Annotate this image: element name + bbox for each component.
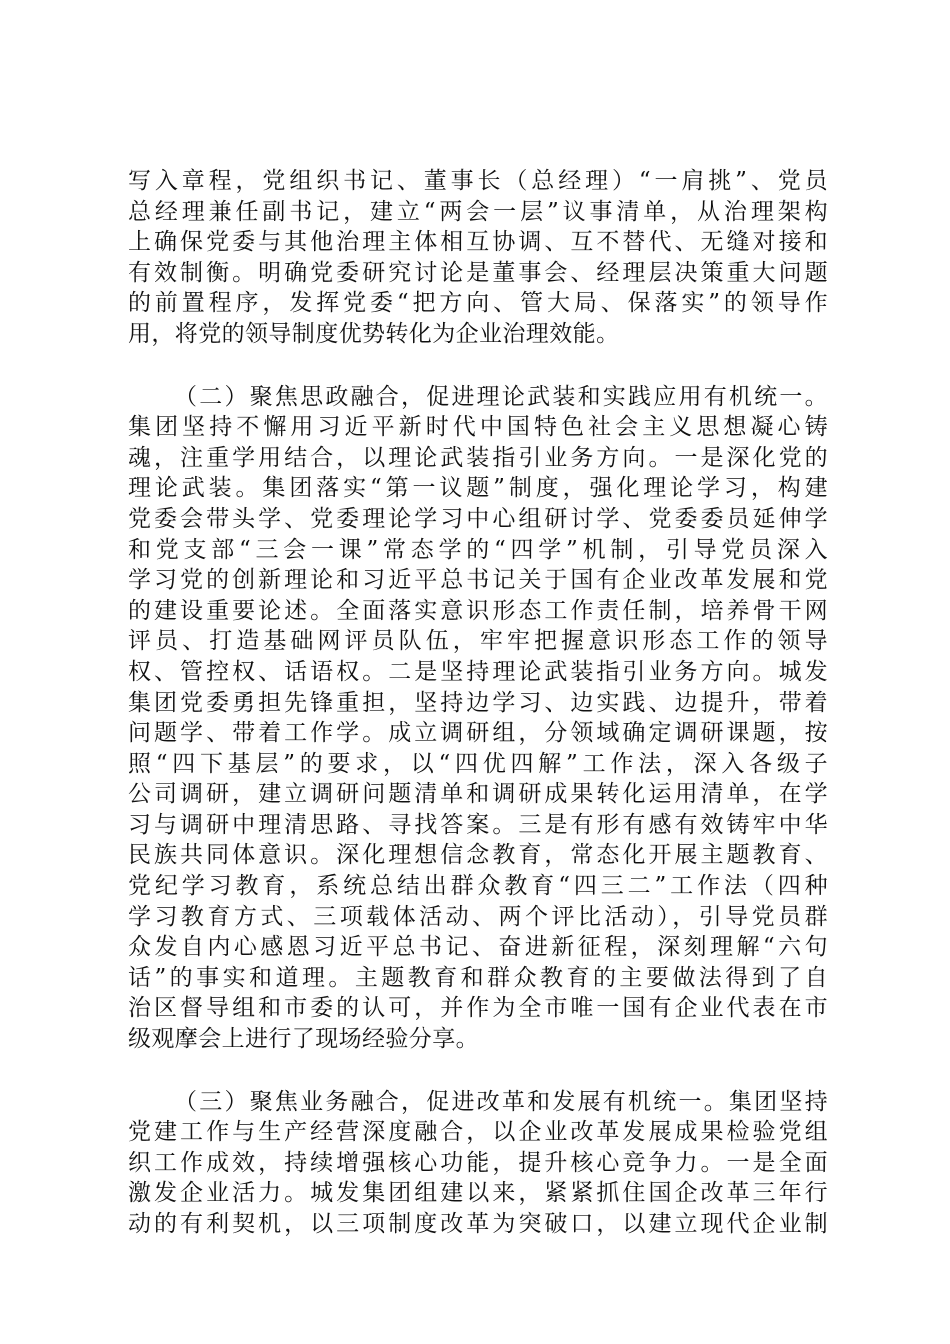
text-line: 公司调研，建立调研问题清单和调研成果转化运用清单，在学 [128,781,828,808]
text-line: 众发自内心感恩习近平总书记、奋进新征程，深刻理解“六句 [128,934,828,961]
paragraph-gap [128,350,828,382]
text-line: 理论武装。集团落实“第一议题”制度，强化理论学习，构建 [128,475,828,502]
text-line: 集团党委勇担先锋重担，坚持边学习、边实践、边提升，带着 [128,689,828,716]
text-line: 权、管控权、话语权。二是坚持理论武装指引业务方向。城发 [128,658,828,685]
paragraph-2 [128,382,828,1055]
text-line: 学习党的创新理论和习近平总书记关于国有企业改革发展和党 [128,567,828,594]
document-body [128,166,828,1240]
section-heading-line: （二）聚焦思政融合，促进理论武装和实践应用有机统一。 [174,383,828,410]
text-line: 治区督导组和市委的认可，并作为全市唯一国有企业代表在市 [128,995,828,1022]
text-line: 党纪学习教育，系统总结出群众教育“四三二”工作法（四种 [128,873,828,900]
paragraph-1 [128,166,828,350]
text-line: 动的有利契机，以三项制度改革为突破口，以建立现代企业制 [128,1211,828,1237]
text-line: 话”的事实和道理。主题教育和群众教育的主要做法得到了自 [128,964,828,991]
text-line: 问题学、带着工作学。成立调研组，分领域确定调研课题，按 [128,720,828,747]
text-line: 照“四下基层”的要求，以“四优四解”工作法，深入各级子 [128,750,828,777]
text-line: 总经理兼任副书记，建立“两会一层”议事清单，从治理架构 [128,198,828,225]
text-line: 学习教育方式、三项载体活动、两个评比活动），引导党员群 [128,903,828,930]
text-line: 集团坚持不懈用习近平新时代中国特色社会主义思想凝心铸 [128,414,828,441]
text-line: 上确保党委与其他治理主体相互协调、互不替代、无缝对接和 [128,229,828,256]
section-heading-line: （三）聚焦业务融合，促进改革和发展有机统一。集团坚持 [174,1088,828,1115]
paragraph-gap [128,1055,828,1087]
text-line: 和党支部“三会一课”常态学的“四学”机制，引导党员深入 [128,536,828,563]
text-line: 有效制衡。明确党委研究讨论是董事会、经理层决策重大问题 [128,259,828,286]
text-line: 织工作成效，持续增强核心功能，提升核心竞争力。一是全面 [128,1149,828,1176]
text-line: 用，将党的领导制度优势转化为企业治理效能。 [128,320,620,347]
text-line: 激发企业活力。城发集团组建以来，紧紧抓住国企改革三年行 [128,1180,828,1207]
text-line: 魂，注重学用结合，以理论武装指引业务方向。一是深化党的 [128,444,828,471]
text-line: 评员、打造基础网评员队伍，牢牢把握意识形态工作的领导 [128,628,828,655]
text-line: 民族共同体意识。深化理想信念教育，常态化开展主题教育、 [128,842,828,869]
text-line: 党建工作与生产经营深度融合，以企业改革发展成果检验党组 [128,1119,828,1146]
text-line: 级观摩会上进行了现场经验分享。 [128,1026,479,1053]
text-line: 党委会带头学、党委理论学习中心组研讨学、党委委员延伸学 [128,505,828,532]
text-line: 习与调研中理清思路、寻找答案。三是有形有感有效铸牢中华 [128,811,828,838]
text-line: 的前置程序，发挥党委“把方向、管大局、保落实”的领导作 [128,290,828,317]
paragraph-3 [128,1087,828,1240]
text-line: 写入章程，党组织书记、董事长（总经理）“一肩挑”、党员 [128,168,828,194]
text-line: 的建设重要论述。全面落实意识形态工作责任制，培养骨干网 [128,597,828,624]
